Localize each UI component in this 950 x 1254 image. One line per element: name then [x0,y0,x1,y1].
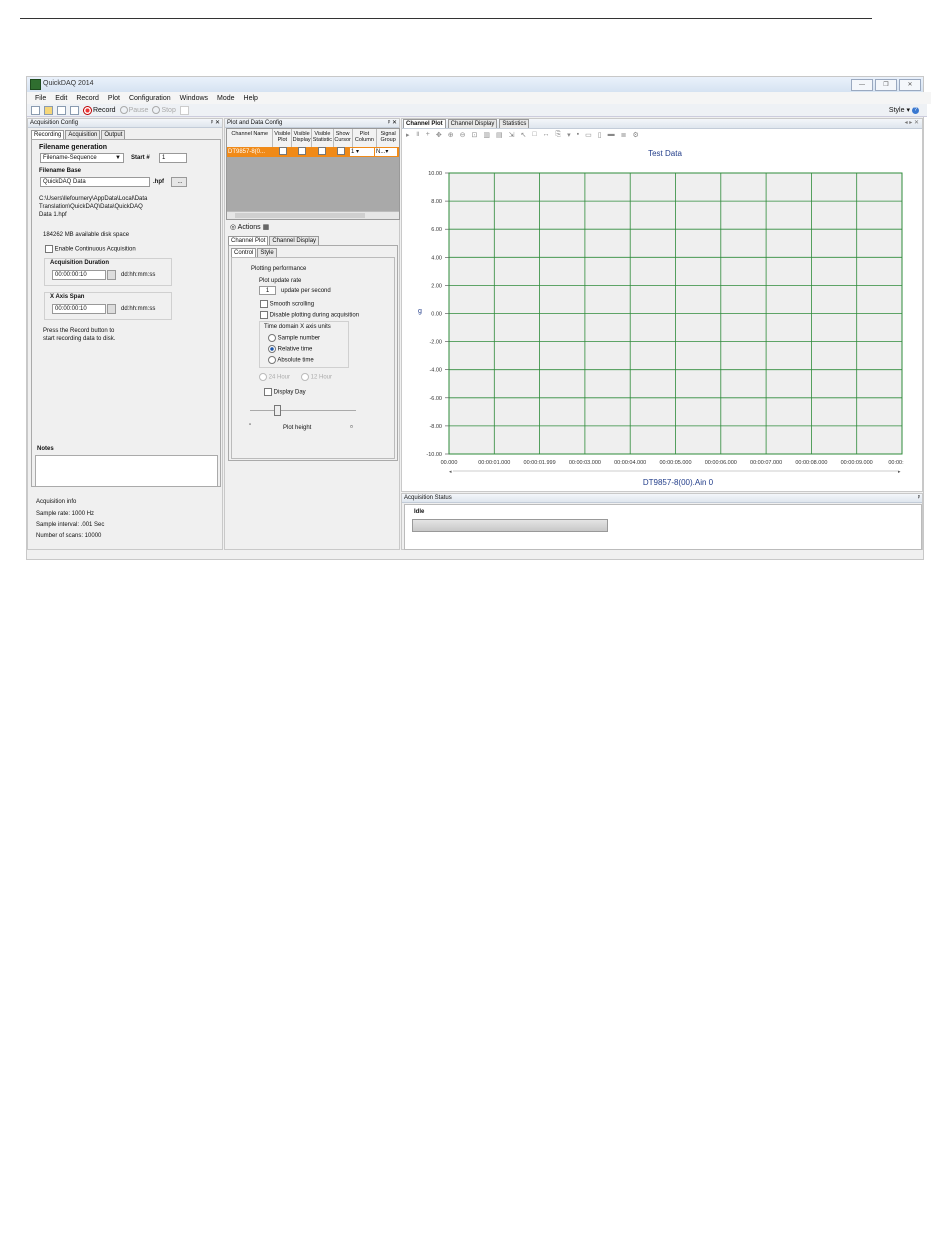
chart-title: Test Data [648,149,682,158]
display-day-label: Display Day [273,389,306,396]
tab-channel-display-main[interactable]: Channel Display [448,119,498,128]
title-bar [27,77,923,93]
sample-interval: Sample interval: .001 Sec [36,522,105,528]
tab-channel-plot-main[interactable]: Channel Plot [403,119,446,128]
plot-data-config-panel [224,118,400,550]
checkbox-icon [260,311,268,319]
radio-icon [301,373,309,381]
save-icon[interactable] [57,106,66,115]
header-signal-group[interactable]: Signal Group [380,131,396,143]
hint-line-2: start recording data to disk. [43,336,116,342]
header-show-cursor[interactable]: Show Cursor [334,129,353,147]
table-row[interactable] [227,147,399,157]
record-button[interactable] [83,106,116,115]
plot-toolbar [402,129,922,140]
smooth-scrolling-label: Smooth scrolling [269,301,315,308]
plot-tabs [402,119,922,129]
channel-plot-body [228,245,398,461]
header-visible-statistic[interactable]: Visible Statistic [312,129,334,147]
plot-height-slider-thumb[interactable] [274,405,281,416]
zoom-icon[interactable] [180,106,189,115]
recording-tab-body [31,139,221,487]
style-label: Style [888,106,905,114]
panel-title: Acquisition Status [404,495,452,501]
status-progress-bar [412,519,608,532]
filename-base-input[interactable]: QuickDAQ Data [40,177,150,187]
grid-header [227,129,399,147]
number-of-scans: Number of scans: 10000 [36,533,102,539]
x-tick-label: 00.000 [440,460,458,466]
continuous-label: Enable Continuous Acquisition [54,246,136,253]
copy-icon[interactable]: ⎘ [555,130,562,138]
24-hour-radio[interactable] [259,373,290,381]
zoom-out-icon[interactable]: ⊖ [459,131,466,139]
24-hour-label: 24 Hour [268,374,291,381]
main-toolbar [27,104,927,117]
header-channel-name[interactable]: Channel Name [227,129,273,147]
xspan-label: X Axis Span [50,294,85,300]
checkbox-checked-icon [298,147,306,155]
pause-icon [120,106,128,114]
new-file-icon[interactable] [31,106,40,115]
x-tick-label: 00:00:01.000 [478,460,511,466]
x-tick-label: 00:00:09.000 [840,460,873,466]
tab-channel-display[interactable]: Channel Display [269,236,319,245]
notes-textarea[interactable] [35,455,218,487]
x-tick-label: 00:00:07.000 [750,460,783,466]
scroll-left-icon: ◂ [449,469,452,475]
large-square-icon: ▫ [350,422,353,431]
measure-icon[interactable]: ↔ [542,131,550,138]
checkbox-icon [337,147,345,155]
settings-icon[interactable]: ⚙ [632,131,639,139]
zoom-in-icon[interactable]: ⊕ [447,131,454,139]
x-tick-label: 00:00:01.999 [523,460,556,466]
header-visible-plot[interactable]: Visible Plot [273,129,292,147]
time-domain-label: Time domain X axis units [264,324,331,330]
export-icon[interactable]: ▯ [597,131,602,139]
x-tick-label: 00:00:08.000 [795,460,828,466]
disable-plotting-checkbox[interactable] [260,311,359,319]
extension-label: .hpf [153,179,164,185]
tab-recording[interactable]: Recording [31,130,64,139]
y-tick-label: -6.00 [429,395,442,402]
channel-plot-panel [401,118,923,492]
menu-edit[interactable]: Edit [55,94,68,102]
relative-time-radio[interactable] [268,345,312,353]
actions-label: Actions [237,224,261,231]
hint-line-1: Press the Record button to [43,328,115,334]
checkbox-icon [260,300,268,308]
play-icon[interactable]: ▸ [406,131,410,139]
y-tick-label: -10.00 [426,452,442,458]
menu-bar [27,92,931,104]
actions-button[interactable] [230,223,269,231]
radio-selected-icon [268,345,276,353]
signal-group-value: N... [376,149,386,155]
pause-button[interactable] [120,106,149,114]
stop-icon [152,106,160,114]
x-tick-label: 00:00: [888,460,904,466]
y-tick-label: 6.00 [431,227,442,234]
row-visible-statistic[interactable] [311,147,332,157]
style-menu[interactable] [889,106,919,114]
update-rate-label: Plot update rate [259,278,302,284]
open-icon[interactable]: ▭ [585,131,592,139]
menu-mode[interactable]: Mode [217,94,235,102]
print-icon[interactable] [70,106,79,115]
grid-icon: ▦ [262,224,270,231]
panel-title: Plot and Data Config [227,120,283,126]
header-plot-column[interactable]: Plot Column [353,129,378,147]
y-tick-label: -8.00 [429,423,442,430]
duration-format: dd:hh:mm:ss [121,272,156,278]
cursor-icon[interactable]: ↖ [520,131,527,139]
autoscale-icon[interactable]: ⇲ [508,131,515,139]
chevron-down-icon[interactable] [107,270,116,280]
update-rate-input[interactable]: 1 [259,286,276,295]
pan-icon[interactable]: ✥ [435,131,442,139]
y-tick-label: 8.00 [431,199,442,206]
xspan-format: dd:hh:mm:ss [121,306,156,312]
continuous-checkbox[interactable] [45,245,136,253]
acq-info-title: Acquisition info [36,499,77,505]
menu-file[interactable]: File [35,94,47,102]
tab-statistics[interactable]: Statistics [499,119,529,128]
acquisition-status-panel [401,493,923,550]
notes-label: Notes [37,446,54,452]
menu-plot[interactable]: Plot [107,94,120,102]
menu-configuration[interactable]: Configuration [128,94,171,102]
record-icon [83,106,92,115]
path-line-2: Translation\QuickDAQ\Data\QuickDAQ [39,204,143,210]
acq-duration-label: Acquisition Duration [50,260,109,266]
path-line-1: C:\Users\llefournery\AppData\Local\Data [39,196,148,202]
chevron-down-icon[interactable] [107,304,116,314]
y-tick-label: -4.00 [429,367,442,374]
chevron-down-icon: ▼ [115,155,121,161]
sample-number-label: Sample number [277,335,321,342]
y-axis-label: g [418,308,422,315]
smooth-scrolling-checkbox[interactable] [260,300,314,308]
acq-duration-input[interactable]: 00:00:00:10 [52,270,106,280]
sample-number-radio[interactable] [268,334,320,342]
window-title: QuickDAQ 2014 [43,80,94,87]
row-visible-display[interactable] [292,147,311,157]
x-tick-label: 00:00:03.000 [568,460,601,466]
plot-column-value: 1 [351,149,355,155]
plotting-performance-label: Plotting performance [251,266,307,272]
panel-header [28,119,222,128]
relative-time-label: Relative time [277,346,313,353]
status-text: Idle [414,509,425,515]
time-domain-group [259,321,349,368]
zoom-y-icon[interactable]: ▤ [495,131,503,139]
filename-mode-select[interactable] [40,153,124,163]
chart [402,140,922,492]
help-icon[interactable]: ? [912,107,919,114]
panel-header [402,494,922,503]
plot-height-slider-track[interactable] [250,410,356,411]
filename-generation-heading: Filename generation [39,144,108,151]
12-hour-radio[interactable] [301,373,332,381]
checkbox-checked-icon [279,147,287,155]
acq-duration-group [44,258,172,286]
y-tick-label: 2.00 [431,283,442,290]
crosshair-icon[interactable]: + [425,131,430,138]
panel-header [225,119,399,128]
y-tick-label: -2.00 [429,339,442,346]
open-folder-icon[interactable] [44,106,53,115]
12-hour-label: 12 Hour [310,374,333,381]
checkbox-icon [264,388,272,396]
y-tick-label: 4.00 [431,255,442,262]
pause-icon[interactable]: ॥ [415,131,420,138]
tab-control[interactable]: Control [231,248,256,257]
status-body [404,504,922,550]
x-tick-label: 00:00:04.000 [614,460,647,466]
app-icon [30,79,41,90]
y-tick-label: 0.00 [431,311,442,318]
menu-help[interactable]: Help [243,94,258,102]
close-button[interactable]: ✕ [899,79,921,91]
start-number-input[interactable]: 1 [159,153,187,163]
disable-plotting-label: Disable plotting during acquisition [269,312,360,319]
sample-rate: Sample rate: 1000 Hz [36,511,95,517]
tab-style[interactable]: Style [257,248,276,257]
minimize-button[interactable]: — [851,79,873,91]
browse-button[interactable]: ... [171,177,187,187]
absolute-time-label: Absolute time [277,357,314,364]
header-visible-display[interactable]: Visible Display [292,129,312,147]
x-tick-label: 00:00:06.000 [704,460,737,466]
menu-record[interactable]: Record [76,94,99,102]
control-tab-body [231,257,395,459]
tab-channel-plot[interactable]: Channel Plot [228,236,268,245]
checkbox-checked-icon [318,147,326,155]
gear-icon: ◎ [230,224,237,231]
xspan-input[interactable]: 00:00:00:10 [52,304,106,314]
absolute-time-radio[interactable] [268,356,314,364]
row-visible-plot[interactable] [274,147,292,157]
row-channel-name: DT9857-8(0... [228,149,266,155]
filename-base-label: Filename Base [39,168,82,174]
path-line-3: Data 1.hpf [39,212,67,218]
pin-icon[interactable]: ᵖ [917,495,920,501]
update-unit-label: update per second [281,288,331,294]
dropdown-icon[interactable]: ▾ [567,131,571,139]
xspan-group [44,292,172,320]
checkbox-icon [45,245,53,253]
small-square-icon: ▫ [249,422,252,428]
save-icon[interactable]: ▪ [576,131,580,138]
tab-scroll-arrows-icon[interactable]: ◂ ▸ ✕ [904,120,919,126]
stop-label: Stop [161,106,176,114]
lock-icon[interactable]: □ [532,131,537,138]
row-plot-column[interactable]: 1 ▾ [350,148,374,156]
app-window [26,76,924,560]
row-signal-group[interactable]: N...▾ [375,148,397,156]
horizontal-scrollbar[interactable] [227,211,399,219]
menu-windows[interactable]: Windows [179,94,209,102]
pause-label: Pause [128,106,149,114]
disk-space-text: 184262 MB available disk space [43,232,130,238]
filename-mode-value: Filename-Sequence [43,155,97,161]
start-label: Start # [131,155,150,161]
zoom-fit-icon[interactable]: ⊡ [471,131,478,139]
radio-icon [268,356,276,364]
legend-icon[interactable]: ≣ [620,131,627,139]
x-tick-label: 00:00:05.000 [659,460,692,466]
pin-icon[interactable]: ᵖ ✕ [211,120,220,126]
chevron-down-icon: ▾ [906,107,910,114]
scrollbar-thumb[interactable] [235,213,365,218]
zoom-x-icon[interactable]: ▥ [483,131,490,139]
panel-title: Acquisition Config [30,120,79,126]
radio-icon [259,373,267,381]
record-label: Record [93,106,116,114]
scroll-right-icon: ▸ [898,469,901,475]
stop-button[interactable] [152,106,175,114]
tab-acquisition[interactable]: Acquisition [65,130,100,139]
print-icon[interactable]: ▬ [607,131,615,138]
acquisition-config-panel [27,118,223,550]
tab-output[interactable]: Output [101,130,125,139]
row-show-cursor[interactable] [332,147,350,157]
channel-grid [226,128,400,220]
plot-height-label: Plot height [283,425,312,431]
y-tick-label: 10.00 [428,171,442,177]
radio-icon [268,334,276,342]
maximize-button[interactable]: ❐ [875,79,897,91]
page-rule [20,18,872,19]
x-axis-label: DT9857-8(00).Ain 0 [642,478,714,487]
pin-icon[interactable]: ᵖ ✕ [388,120,397,126]
display-day-checkbox[interactable] [264,388,306,396]
